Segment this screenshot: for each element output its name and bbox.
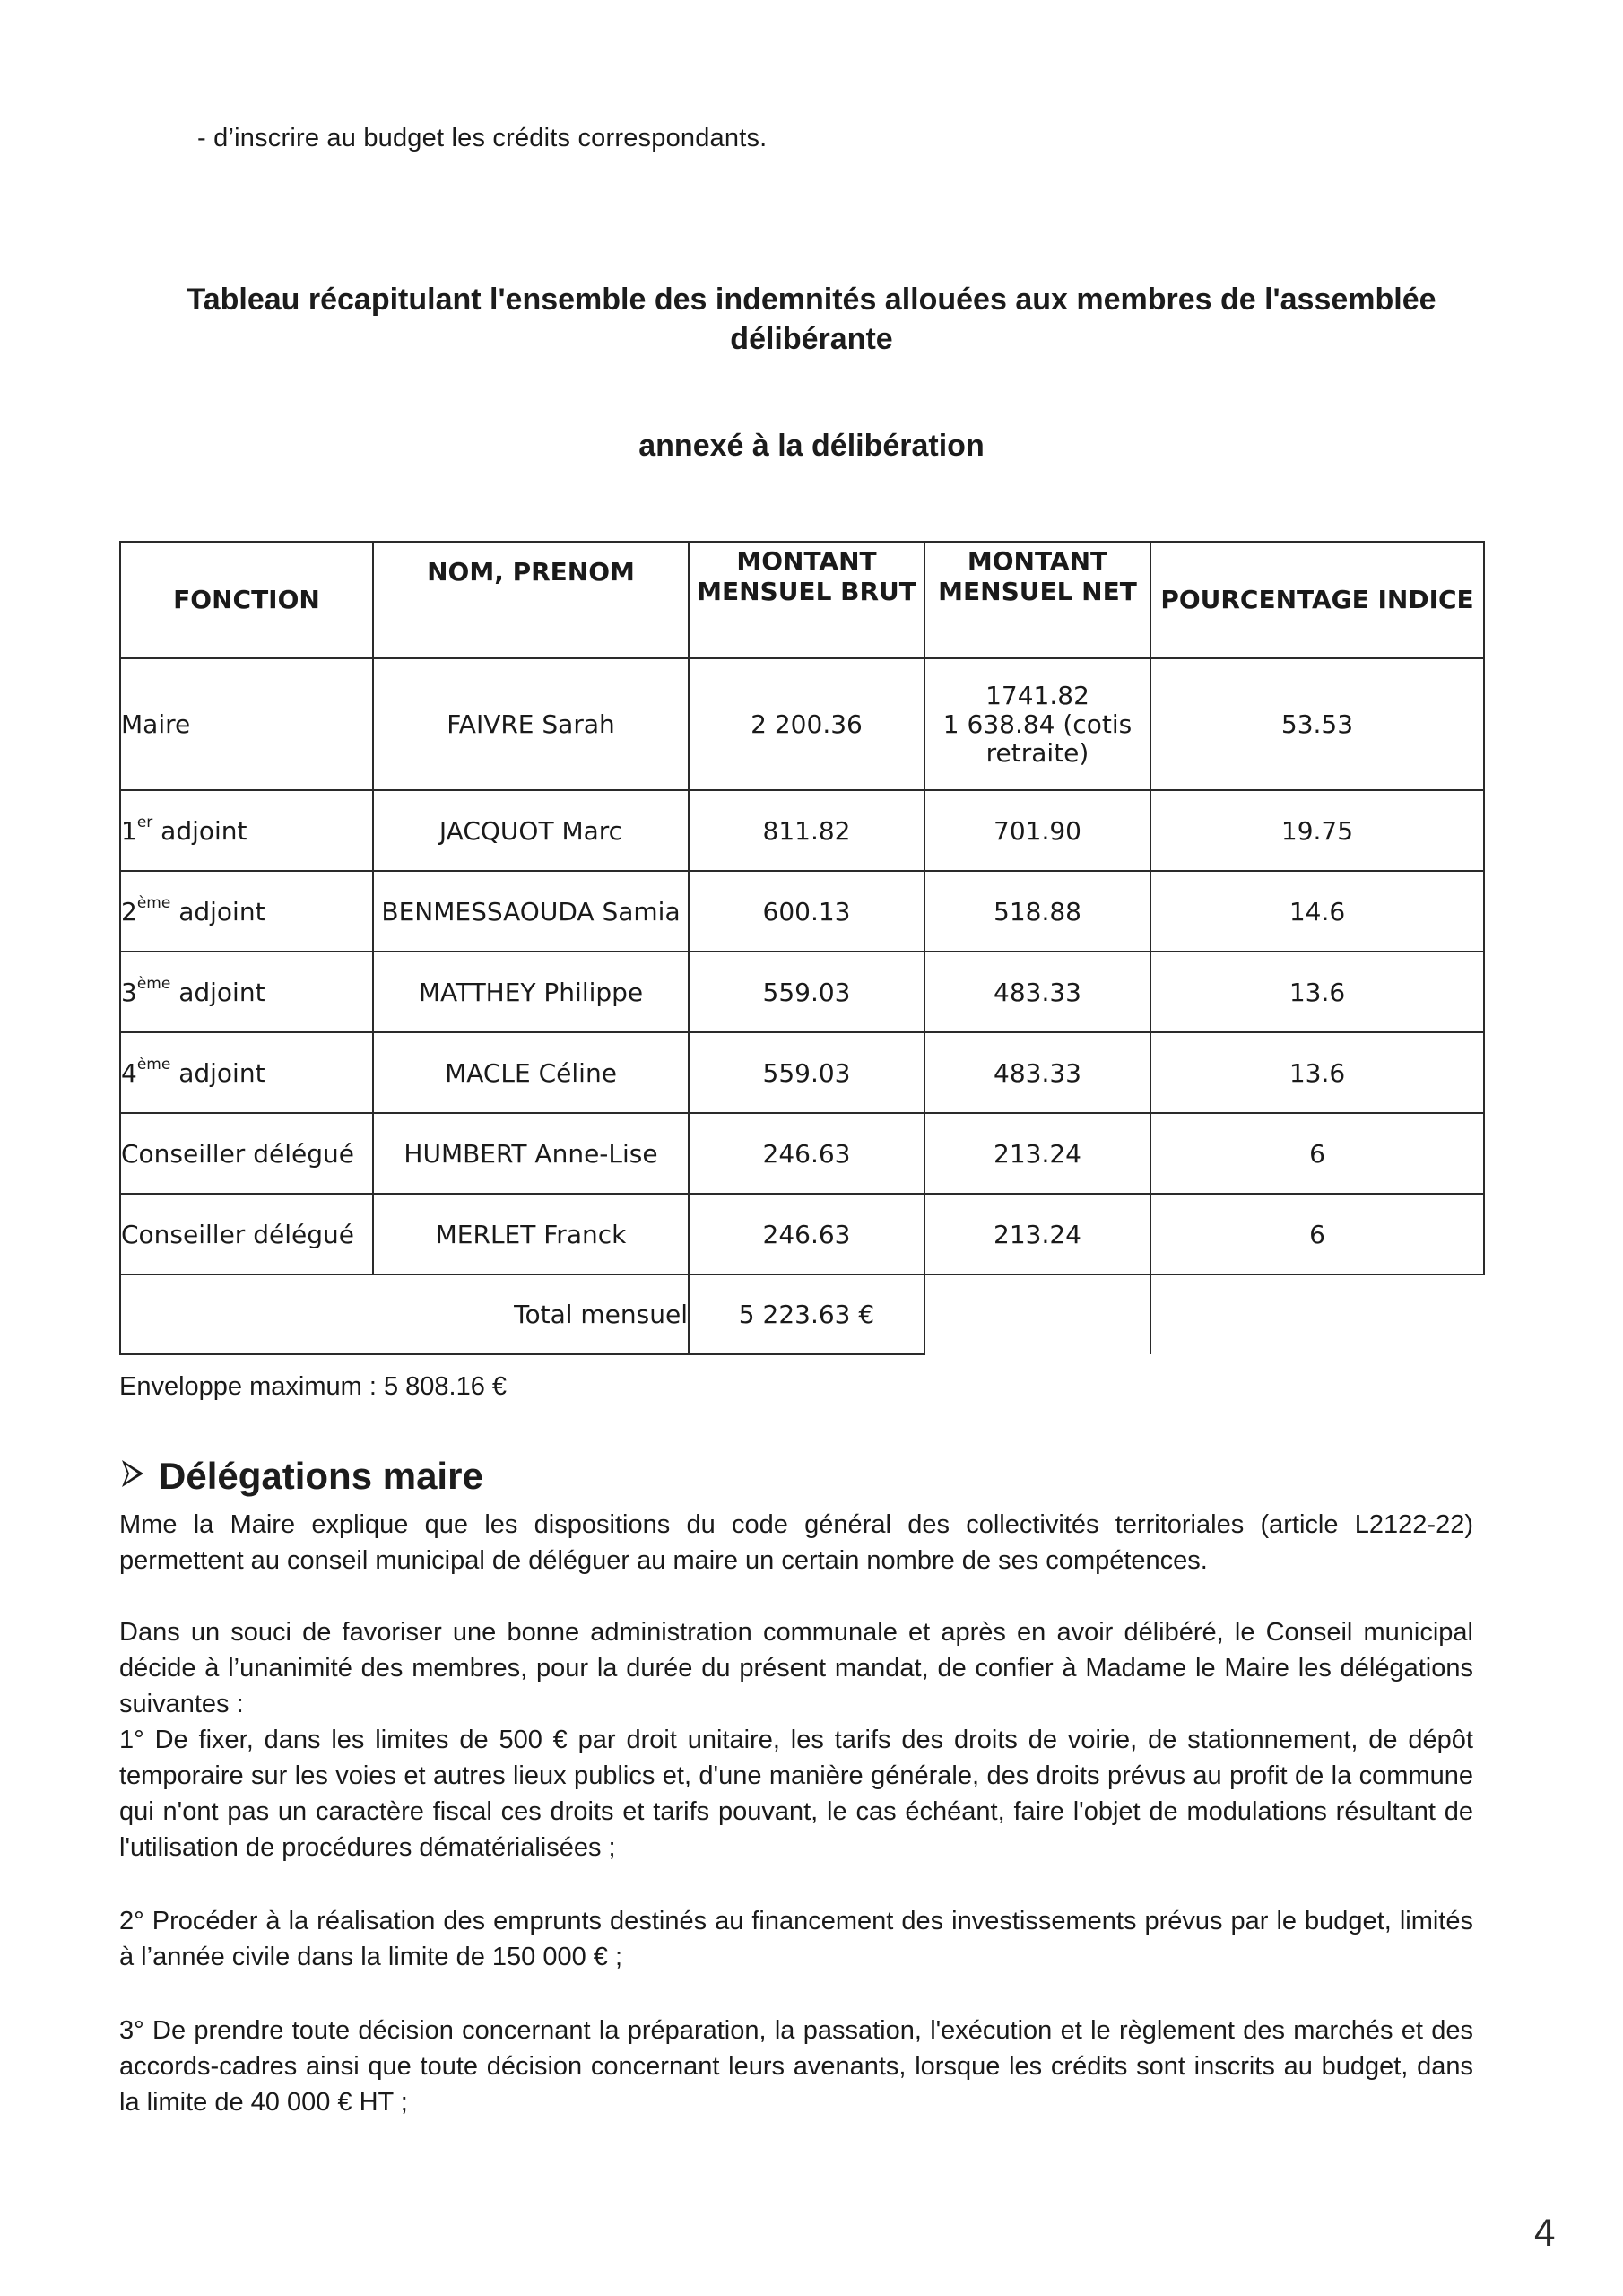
cell-fonction — [120, 790, 373, 871]
fonction-text: adjoint — [170, 896, 265, 926]
table-row — [120, 1032, 1484, 1113]
header-fonction: FONCTION — [120, 542, 373, 658]
cell-pourcentage: 13.6 — [1150, 1032, 1484, 1113]
fonction-sup: er — [136, 813, 153, 831]
section-heading — [119, 1455, 483, 1498]
cell-brut: 2 200.36 — [689, 658, 924, 790]
cell-nom: BENMESSAOUDA Samia — [373, 871, 689, 952]
cell-brut: 246.63 — [689, 1194, 924, 1274]
intro-line: - d’inscrire au budget les crédits correspondants. — [197, 124, 768, 152]
cell-pourcentage: 13.6 — [1150, 952, 1484, 1032]
cell-pourcentage: 19.75 — [1150, 790, 1484, 871]
cell-net: 213.24 — [924, 1113, 1150, 1194]
table-total-row — [120, 1274, 1484, 1354]
indemnities-table — [119, 541, 1485, 1355]
fonction-text: Maire — [121, 709, 191, 739]
fonction-text: adjoint — [152, 815, 247, 846]
fonction-sup: ème — [136, 974, 171, 993]
cell-net: 213.24 — [924, 1194, 1150, 1274]
table-row — [120, 1113, 1484, 1194]
table-row — [120, 790, 1484, 871]
fonction-sup: ème — [136, 1055, 171, 1074]
header-montant-brut: MONTANT MENSUEL BRUT — [689, 542, 924, 658]
fonction-num: 1 — [121, 815, 137, 846]
paragraph-decision — [119, 1614, 1473, 1866]
cell-brut: 811.82 — [689, 790, 924, 871]
table-header-row — [120, 542, 1484, 658]
cell-pourcentage: 53.53 — [1150, 658, 1484, 790]
cell-fonction — [120, 1032, 373, 1113]
cell-nom: JACQUOT Marc — [373, 790, 689, 871]
cell-fonction — [120, 658, 373, 790]
fonction-num: 2 — [121, 896, 137, 926]
header-montant-net: MONTANT MENSUEL NET — [924, 542, 1150, 658]
cell-brut: 559.03 — [689, 952, 924, 1032]
table-row — [120, 871, 1484, 952]
table-row — [120, 658, 1484, 790]
total-empty-pct — [1150, 1274, 1484, 1354]
cell-fonction — [120, 871, 373, 952]
total-label: Total mensuel — [120, 1274, 689, 1354]
fonction-text: adjoint — [170, 977, 265, 1007]
cell-pourcentage: 6 — [1150, 1113, 1484, 1194]
paragraph-intro: Mme la Maire explique que les dispositions du code général des collectivités territoriales (article L2122-22) permettent au conseil municipal de déléguer au maire un certain nombre de ses compétences. — [119, 1510, 1473, 1575]
delegation-item-3: 3° De prendre toute décision concernant la préparation, la passation, l'exécution et le règlement des marchés et des accords-cadres ainsi que toute décision concernant leurs avenants, lorsque les crédits sont inscrits au budget, dans la limite de 40 000 € HT ; — [119, 2016, 1473, 2117]
header-pourcentage: POURCENTAGE INDICE — [1150, 542, 1484, 658]
table-row — [120, 1194, 1484, 1274]
cell-brut: 559.03 — [689, 1032, 924, 1113]
fonction-num: 4 — [121, 1057, 137, 1088]
fonction-sup: ème — [136, 893, 171, 912]
table-row — [120, 952, 1484, 1032]
cell-brut: 600.13 — [689, 871, 924, 952]
paragraph-decision-text: Dans un souci de favoriser une bonne administration communale et après en avoir délibéré, le Conseil municipal décide à l’unanimité des membres, pour la durée du présent mandat, de confier à Madame le Maire les délégations suivantes : — [119, 1618, 1473, 1718]
cell-net — [924, 658, 1150, 790]
cell-nom: MACLE Céline — [373, 1032, 689, 1113]
cell-nom: MERLET Franck — [373, 1194, 689, 1274]
cell-nom: FAIVRE Sarah — [373, 658, 689, 790]
cell-fonction: Conseiller délégué — [120, 1113, 373, 1194]
net-note: 1 638.84 (cotis retraite) — [942, 709, 1133, 768]
cell-net: 483.33 — [924, 1032, 1150, 1113]
cell-net: 518.88 — [924, 871, 1150, 952]
net-value: 1741.82 — [985, 680, 1089, 710]
fonction-text: adjoint — [170, 1057, 265, 1088]
total-empty-net — [924, 1274, 1150, 1354]
total-value: 5 223.63 € — [689, 1274, 924, 1354]
delegation-item-1: 1° De fixer, dans les limites de 500 € par droit unitaire, les tarifs des droits de voirie, de stationnement, de dépôt temporaire sur les voies et autres lieux publics et, d'une manière générale, des droits prévus au profit de la commune qui n'ont pas un caractère fiscal ces droits et tarifs pouvant, le cas échéant, faire l'objet de modulations résultant de l'utilisation de procédures dématérialisées ; — [119, 1726, 1473, 1862]
cell-nom: HUMBERT Anne-Lise — [373, 1113, 689, 1194]
cell-net: 701.90 — [924, 790, 1150, 871]
table-subtitle: annexé à la délibération — [638, 429, 985, 463]
cell-pourcentage: 6 — [1150, 1194, 1484, 1274]
cell-pourcentage: 14.6 — [1150, 871, 1484, 952]
page-number: 4 — [1533, 2213, 1557, 2255]
cell-nom: MATTHEY Philippe — [373, 952, 689, 1032]
cell-fonction — [120, 952, 373, 1032]
section-title: Délégations maire — [159, 1455, 483, 1497]
header-nom-prenom: NOM, PRENOM — [373, 542, 689, 658]
cell-net: 483.33 — [924, 952, 1150, 1032]
arrow-bullet-icon — [119, 1455, 146, 1498]
delegation-item-2: 2° Procéder à la réalisation des emprunts destinés au financement des investissements prévus par le budget, limités à l’année civile dans la limite de 150 000 € ; — [119, 1907, 1473, 1971]
cell-brut: 246.63 — [689, 1113, 924, 1194]
cell-fonction: Conseiller délégué — [120, 1194, 373, 1274]
table-title: Tableau récapitulant l'ensemble des indemnités allouées aux membres de l'assemblée délibérante — [187, 283, 1436, 356]
fonction-num: 3 — [121, 977, 137, 1007]
envelope-maximum: Enveloppe maximum : 5 808.16 € — [119, 1372, 508, 1401]
